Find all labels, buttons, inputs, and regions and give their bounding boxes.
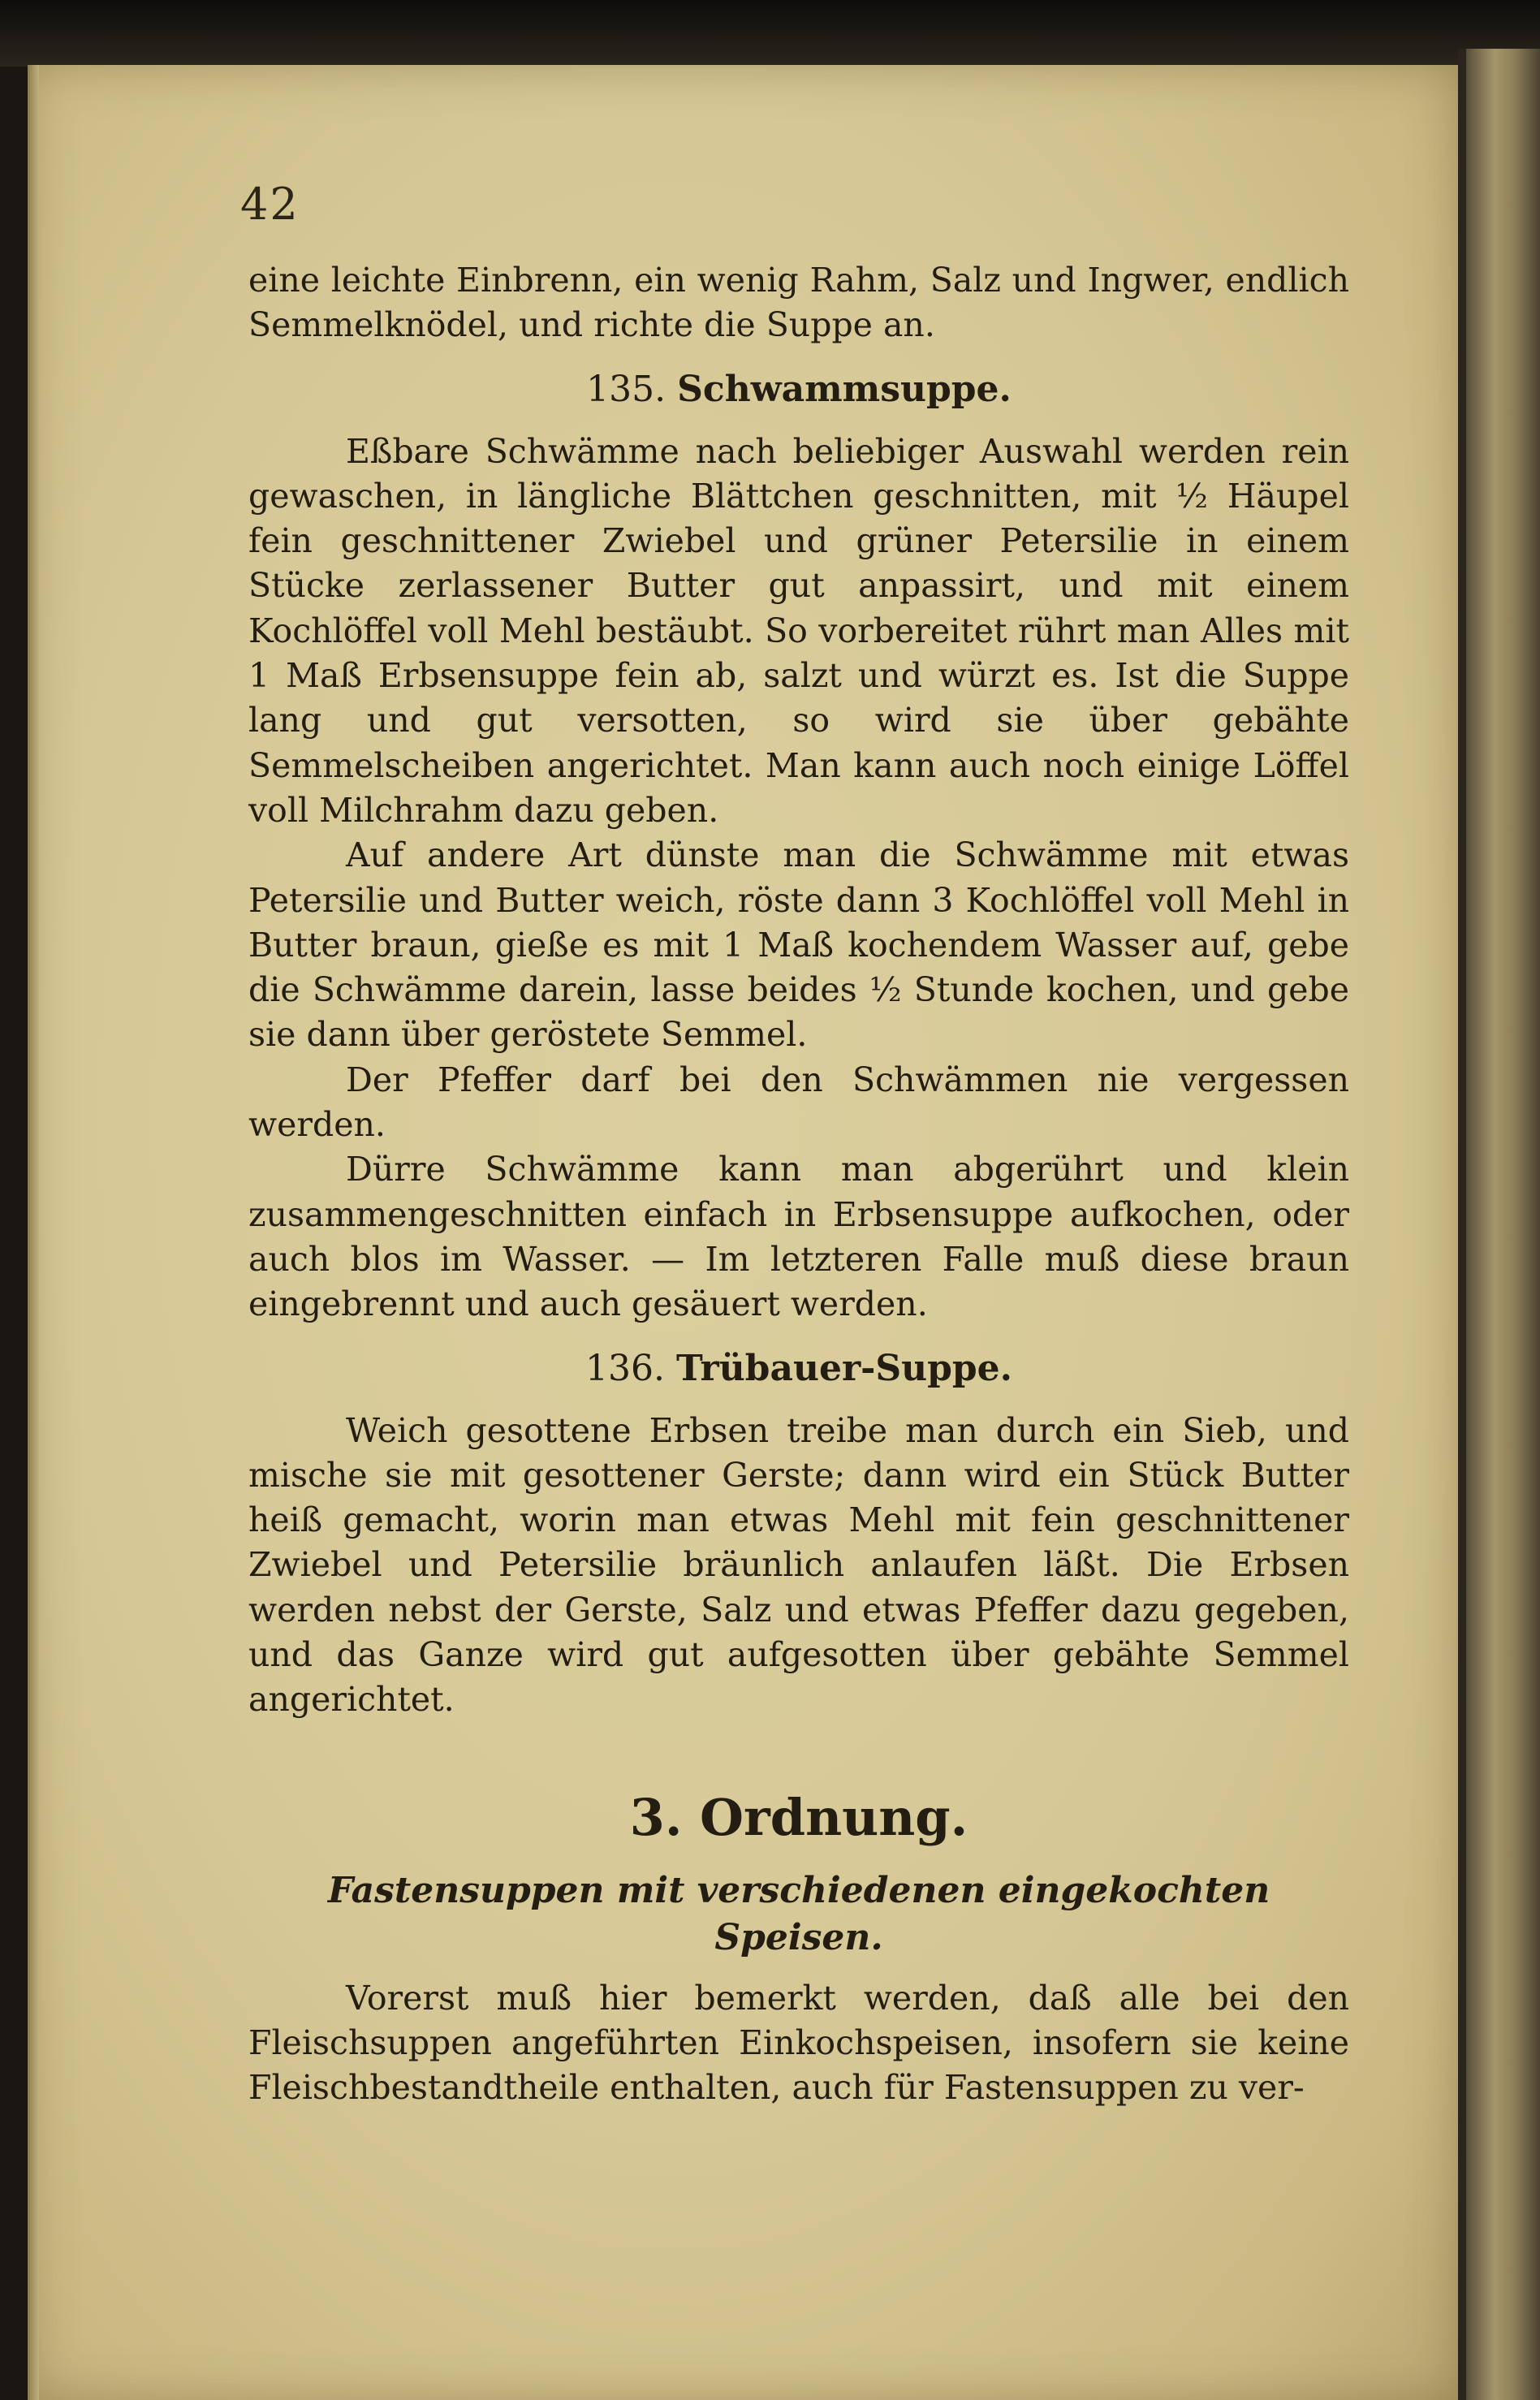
chapter-heading: 3. Ordnung. — [629, 1787, 968, 1847]
paragraph-136-1: Weich gesottene Erbsen treibe man durch ein Sieb, und mische sie mit gesottener Gerste; dann wird ein Stück Butter heiß gemacht, worin man etwas Mehl mit fein geschnittener Zwiebel und Petersilie bräunlich anlaufen läßt. Die Erbsen werden nebst der Gerste, Salz und etwas Pfeffer dazu gegeben, und das Ganze wird gut aufgesotten über gebähte Semmel angerichtet. — [248, 1410, 1349, 1720]
section-subheading: Fastensuppen mit verschiedenen eingekochten Speisen. — [327, 1869, 1270, 1958]
book-spine — [1458, 49, 1540, 2400]
page-text — [248, 258, 1349, 2111]
paragraph-135-1: Eßbare Schwämme nach beliebiger Auswahl werden rein gewaschen, in längliche Blättchen geschnitten, mit ½ Häupel fein geschnittener Zwiebel und grüner Petersilie in einem Stücke zerlassener Butter gut anpassirt, und mit einem Kochlöffel voll Mehl bestäubt. So vorbereitet rührt man Alles mit 1 Maß Erbsensuppe fein ab, salzt und würzt es. Ist die Suppe lang und gut versotten, so wird sie über gebähte Semmelscheiben angerichtet. Man kann auch noch einige Löffel voll Milchrahm dazu geben. — [248, 431, 1349, 830]
recipe-number: 135. — [586, 368, 666, 410]
page-left-edge — [28, 65, 39, 2400]
recipe-number: 136. — [585, 1347, 665, 1389]
scan-top-edge — [0, 0, 1540, 67]
paragraph-final: Vorerst muß hier bemerkt werden, daß alle bei den Fleischsuppen angeführten Einkochspeisen, insofern sie keine Fleischbestandtheile enthalten, auch für Fastensuppen zu ver- — [248, 1978, 1349, 2108]
recipe-heading-136 — [248, 1345, 1349, 1392]
recipe-title: Trübauer-Suppe. — [675, 1347, 1012, 1389]
page-gutter — [1458, 49, 1466, 2400]
page-number: 42 — [240, 179, 300, 230]
paragraph-135-4: Dürre Schwämme kann man abgerührt und klein zusammengeschnitten einfach in Erbsensuppe aufkochen, oder auch blos im Wasser. — Im letzteren Falle muß diese braun eingebrennt und auch gesäuert werden. — [248, 1150, 1349, 1324]
paragraph-135-3: Der Pfeffer darf bei den Schwämmen nie vergessen werden. — [248, 1060, 1349, 1145]
recipe-heading-135 — [248, 366, 1349, 413]
paragraph-135-2: Auf andere Art dünste man die Schwämme mit etwas Petersilie und Butter weich, röste dann 3 Kochlöffel voll Mehl in Butter braun, gieße es mit 1 Maß kochendem Wasser auf, gebe die Schwämme darein, lasse beides ½ Stunde kochen, und gebe sie dann über geröstete Semmel. — [248, 835, 1349, 1055]
paragraph-intro: eine leichte Einbrenn, ein wenig Rahm, Salz und Ingwer, endlich Semmelknödel, und richte die Suppe an. — [248, 261, 1349, 345]
recipe-title: Schwammsuppe. — [677, 368, 1012, 410]
